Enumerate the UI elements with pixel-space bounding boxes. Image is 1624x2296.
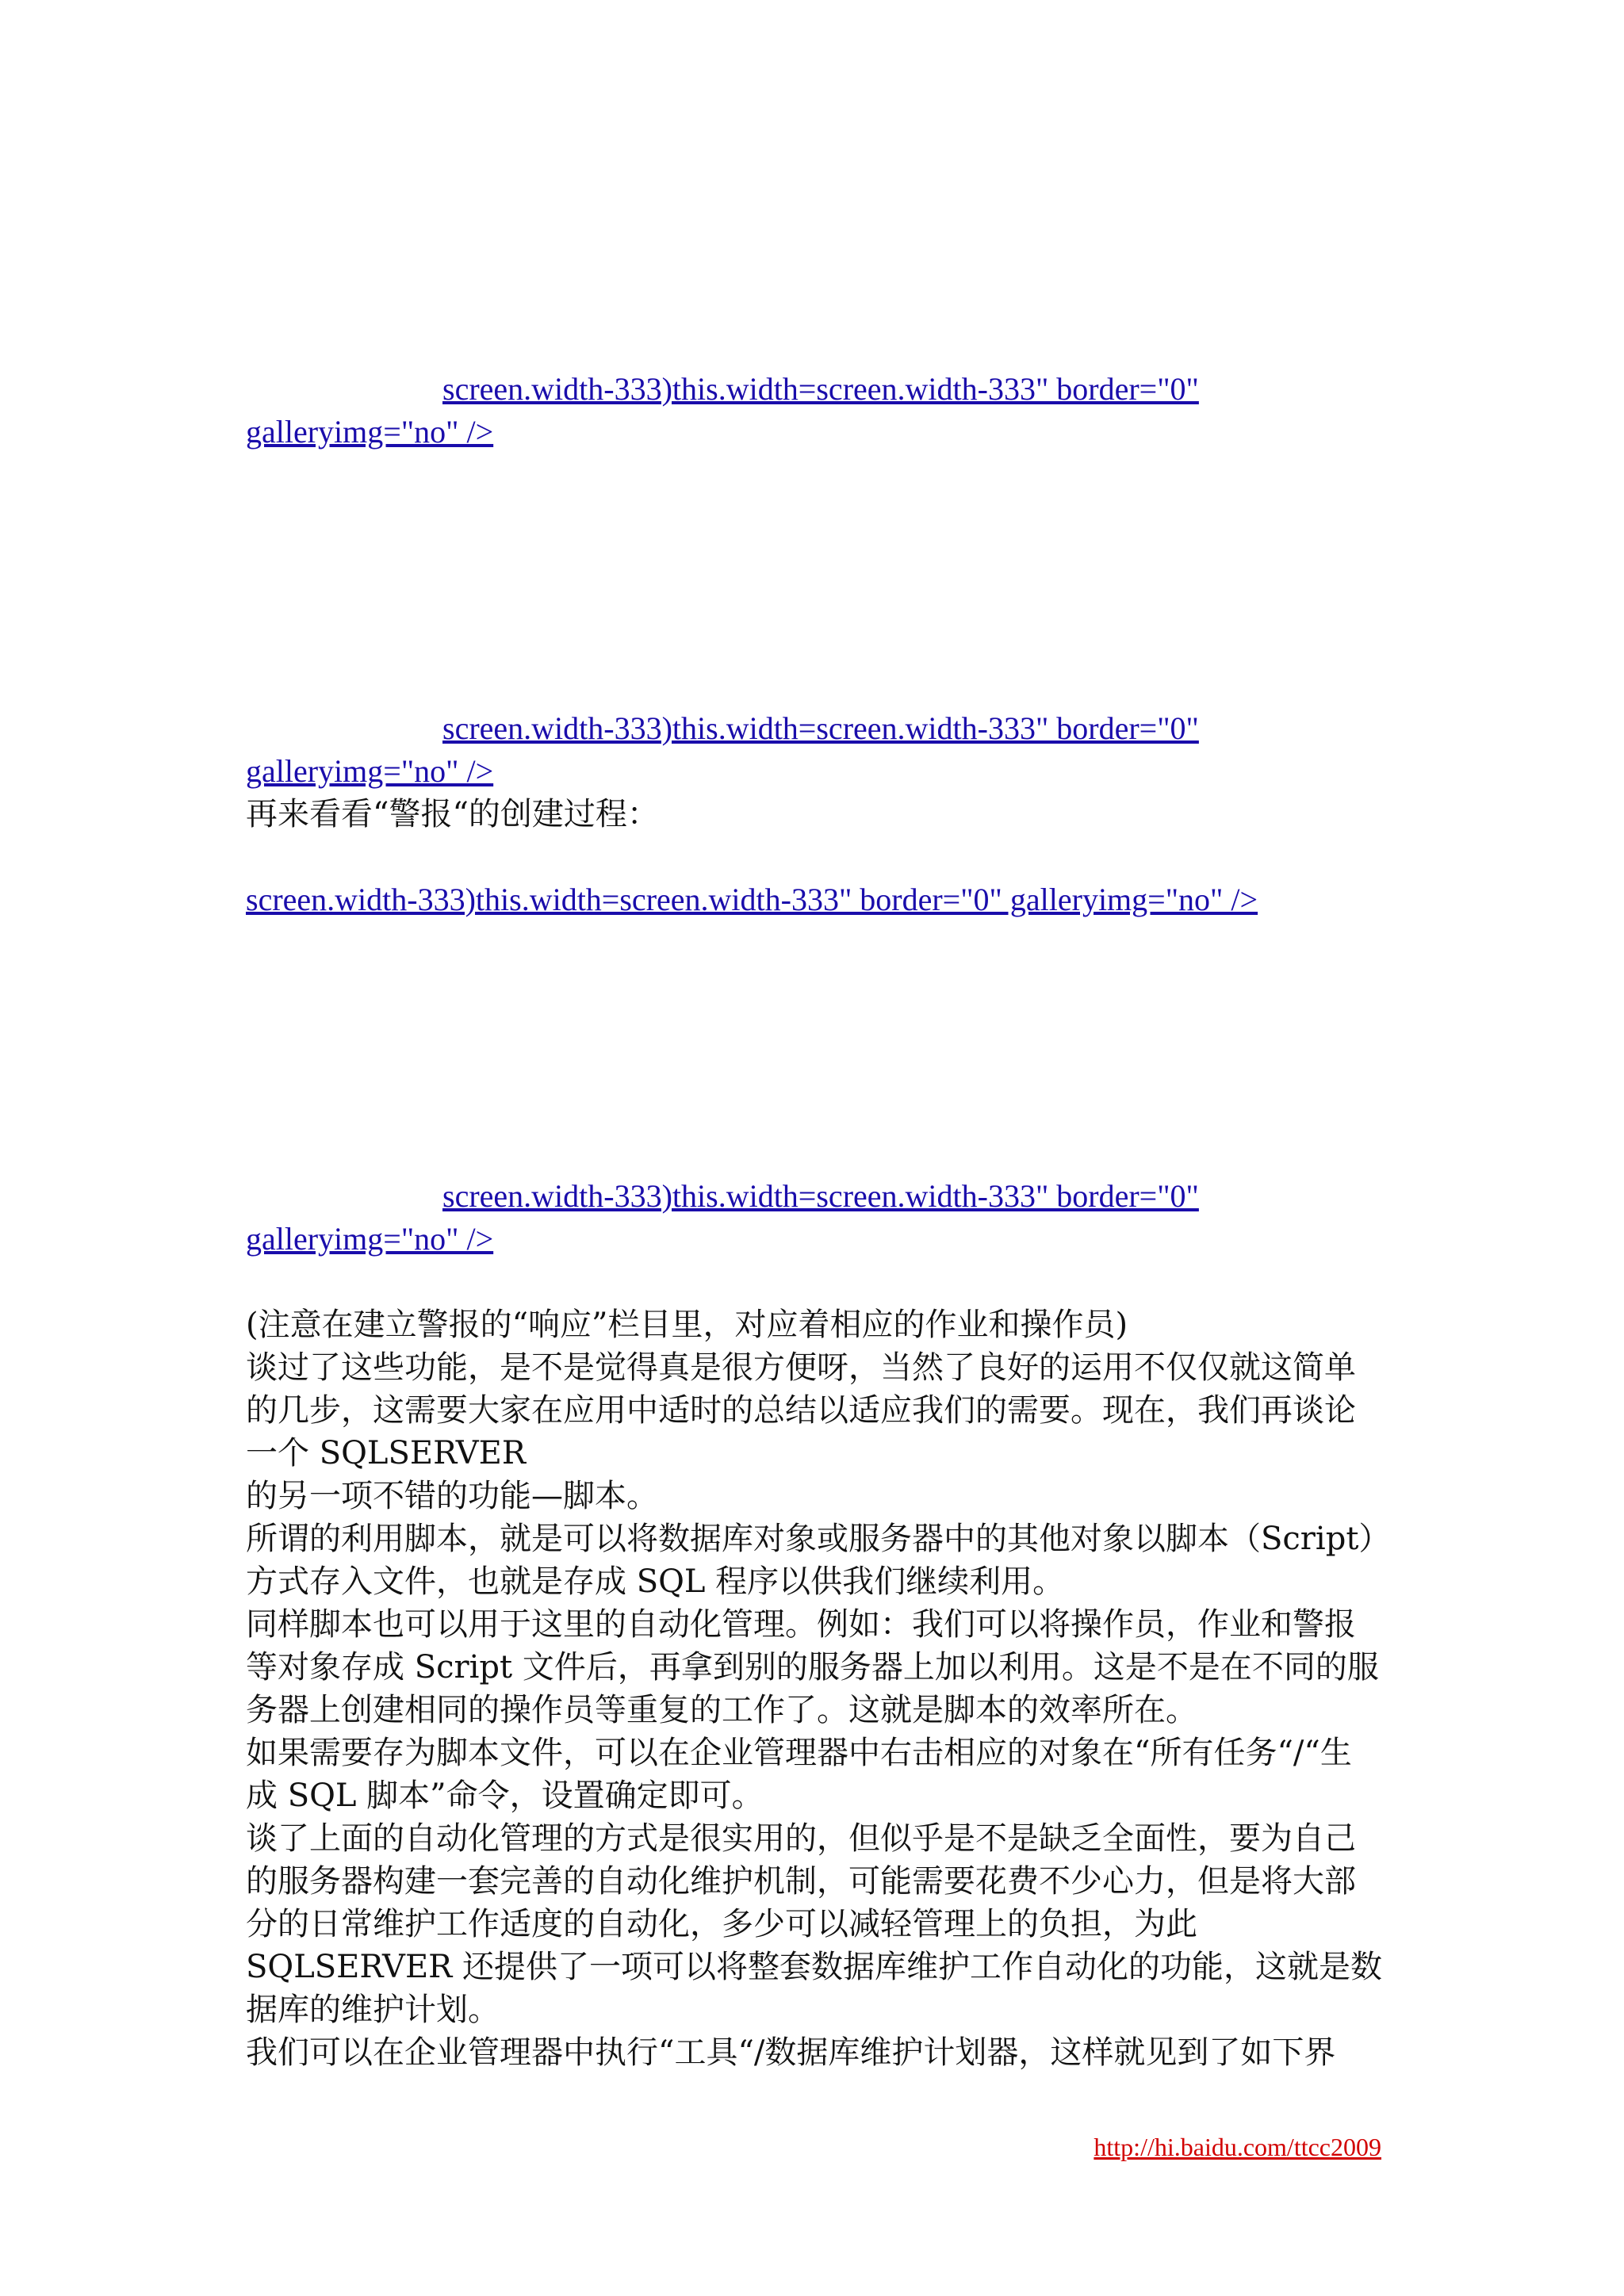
image-link-2-line2[interactable]: galleryimg="no" /> bbox=[246, 753, 494, 789]
note-text: (注意在建立警报的“响应”栏目里，对应着相应的作业和操作员) bbox=[246, 1307, 1128, 1343]
paragraph-1-line-4: 的另一项不错的功能—脚本。 bbox=[246, 1478, 658, 1514]
paragraph-5-line-4: SQLSERVER 还提供了一项可以将整套数据库维护工作自动化的功能，这就是数 bbox=[246, 1949, 1382, 1985]
paragraph-4-line-2: 成 SQL 脚本”命令，设置确定即可。 bbox=[246, 1777, 764, 1814]
paragraph-1-line-3: 一个 SQLSERVER bbox=[246, 1435, 526, 1471]
paragraph-4-line-1: 如果需要存为脚本文件，可以在企业管理器中右击相应的对象在“所有任务“/“生 bbox=[246, 1735, 1352, 1771]
image-link-1-line2[interactable]: galleryimg="no" /> bbox=[246, 414, 494, 450]
alert-intro-text: 再来看看“警报“的创建过程： bbox=[246, 796, 659, 832]
paragraph-3-line-2: 等对象存成 Script 文件后，再拿到别的服务器上加以利用。这是不是在不同的服 bbox=[246, 1649, 1379, 1686]
paragraph-3-line-1: 同样脚本也可以用于这里的自动化管理。例如：我们可以将操作员，作业和警报 bbox=[246, 1606, 1356, 1643]
paragraph-6-line-1: 我们可以在企业管理器中执行“工具“/数据库维护计划器，这样就见到了如下界 bbox=[246, 2034, 1336, 2071]
image-link-4-line1[interactable]: screen.width-333)this.width=screen.width-333" border="0" bbox=[442, 1178, 1199, 1214]
paragraph-1-line-2: 的几步，这需要大家在应用中适时的总结以适应我们的需要。现在，我们再谈论 bbox=[246, 1392, 1356, 1429]
paragraph-5-line-5: 据库的维护计划。 bbox=[246, 1992, 500, 2028]
image-link-4-line2[interactable]: galleryimg="no" /> bbox=[246, 1221, 494, 1257]
paragraph-3-line-3: 务器上创建相同的操作员等重复的工作了。这就是脚本的效率所在。 bbox=[246, 1692, 1197, 1728]
paragraph-5-line-1: 谈了上面的自动化管理的方式是很实用的，但似乎是不是缺乏全面性，要为自己 bbox=[246, 1820, 1356, 1857]
footer-url-link[interactable]: http://hi.baidu.com/ttcc2009 bbox=[1094, 2133, 1381, 2161]
paragraph-2-line-2: 方式存入文件，也就是存成 SQL 程序以供我们继续利用。 bbox=[246, 1563, 1065, 1600]
image-link-3[interactable]: screen.width-333)this.width=screen.width-333" border="0" galleryimg="no" /> bbox=[246, 882, 1258, 917]
image-link-2-line1[interactable]: screen.width-333)this.width=screen.width-333" border="0" bbox=[442, 710, 1199, 746]
paragraph-5-line-3: 分的日常维护工作适度的自动化，多少可以减轻管理上的负担，为此 bbox=[246, 1906, 1197, 1942]
paragraph-2-line-1: 所谓的利用脚本，就是可以将数据库对象或服务器中的其他对象以脚本（Script） bbox=[246, 1521, 1391, 1557]
paragraph-5-line-2: 的服务器构建一套完善的自动化维护机制，可能需要花费不少心力，但是将大部 bbox=[246, 1863, 1356, 1900]
image-link-1-line1[interactable]: screen.width-333)this.width=screen.width-333" border="0" bbox=[442, 371, 1199, 407]
paragraph-1-line-1: 谈过了这些功能，是不是觉得真是很方便呀，当然了良好的运用不仅仅就这简单 bbox=[246, 1349, 1356, 1386]
